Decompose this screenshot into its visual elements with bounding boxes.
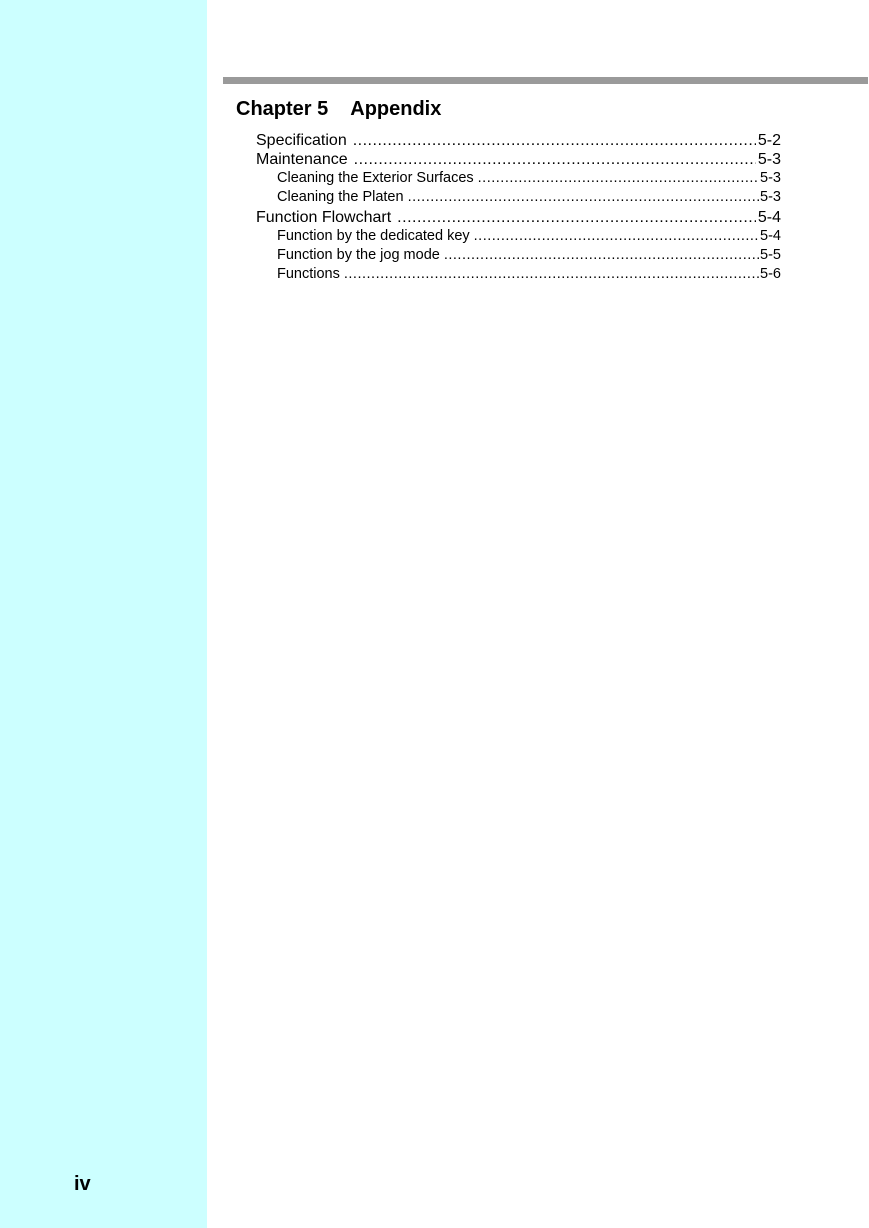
table-of-contents: [256, 131, 781, 284]
toc-entry[interactable]: [256, 131, 781, 150]
toc-entry-page: 5-4: [757, 208, 781, 226]
toc-entry[interactable]: [256, 208, 781, 227]
dot-leader: [478, 169, 759, 188]
toc-entry-page: 5-2: [757, 132, 781, 149]
dot-leader: [397, 208, 756, 227]
dot-leader: [354, 150, 756, 169]
toc-entry-page: 5-3: [760, 170, 781, 186]
toc-entry-label: Maintenance: [256, 151, 348, 168]
chapter-heading: [236, 97, 441, 121]
page-margin-sidebar: [0, 0, 207, 1228]
toc-subentry[interactable]: [256, 265, 781, 284]
toc-subentry[interactable]: [256, 188, 781, 207]
toc-entry-page: 5-3: [757, 151, 781, 168]
toc-entry[interactable]: [256, 150, 781, 169]
dot-leader: [474, 227, 759, 246]
chapter-title: Appendix: [350, 98, 442, 120]
chapter-number: Chapter 5: [236, 98, 329, 120]
dot-leader: [353, 131, 756, 150]
toc-entry-label: Functions: [277, 266, 340, 283]
page-number: iv: [74, 1173, 91, 1195]
toc-entry-page: 5-3: [760, 189, 781, 206]
dot-leader: [444, 246, 759, 265]
toc-entry-label: Specification: [256, 132, 347, 149]
toc-entry-page: 5-6: [760, 266, 781, 283]
toc-entry-label: Cleaning the Exterior Surfaces: [277, 170, 474, 186]
toc-entry-label: Function by the jog mode: [277, 246, 440, 263]
toc-subentry[interactable]: [256, 227, 781, 246]
dot-leader: [408, 188, 759, 207]
toc-entry-page: 5-5: [760, 246, 781, 263]
header-rule: [223, 77, 868, 84]
toc-entry-page: 5-4: [760, 227, 781, 244]
toc-subentry[interactable]: [256, 169, 781, 188]
dot-leader: [344, 265, 759, 284]
toc-subentry[interactable]: [256, 246, 781, 265]
toc-entry-label: Cleaning the Platen: [277, 189, 404, 206]
toc-entry-label: Function by the dedicated key: [277, 227, 470, 244]
toc-entry-label: Function Flowchart: [256, 208, 392, 226]
